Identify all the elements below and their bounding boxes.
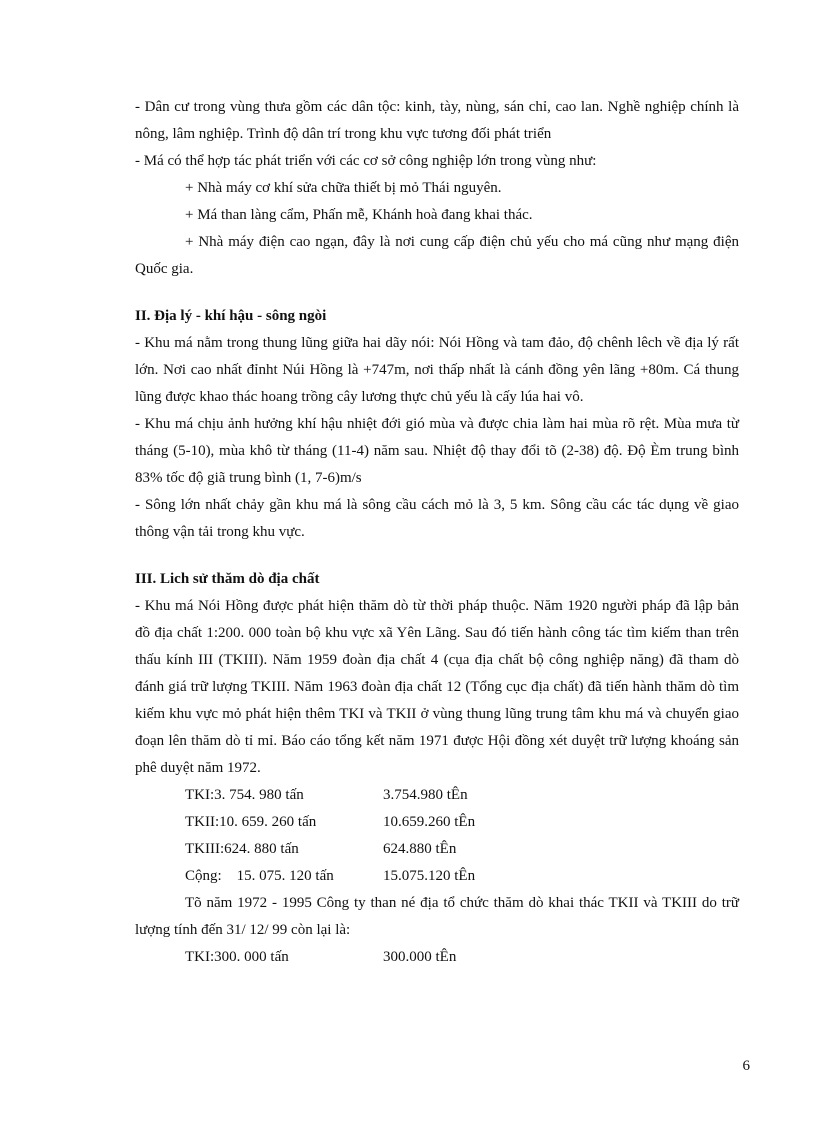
reserve-total-row — [135, 863, 739, 890]
reserve-label: Cộng: 15. 075. 120 tấn — [185, 868, 334, 884]
reserve-row — [135, 809, 739, 836]
remaining-label: TKI:300. 000 tấn — [185, 949, 289, 965]
list-item: + Má than làng cẩm, Phấn mễ, Khánh hoà đang khai thác. — [185, 207, 533, 223]
paragraph-geography: - Khu má nằm trong thung lũng giữa hai dãy nói: Nói Hồng và tam đảo, độ chênh lêch về địa lý rất lớn. Nơi cao nhất đỉnht Núi Hồng là +747m, nơi thấp nhất là cánh đồng yên lãng +80m. Cá thung lũng được khao thác hoang trồng cây lương thực chủ yếu là cấy lúa hai vô. — [135, 335, 739, 405]
paragraph-population: - Dân cư trong vùng thưa gồm các dân tộc: kinh, tày, nùng, sán chỉ, cao lan. Nghề nghiệp chính là nông, lâm nghiệp. Trình độ dân trí trong khu vực tương đối phát triển — [135, 99, 739, 142]
reserve-label: TKI:3. 754. 980 tấn — [185, 787, 304, 803]
remaining-row — [135, 944, 739, 971]
remaining-value: 300.000 tÊn — [383, 949, 457, 965]
paragraph-rivers: - Sông lớn nhất chảy gần khu má là sông cầu cách mỏ là 3, 5 km. Sông cầu các tác dụng về giao thông vận tải trong khu vực. — [135, 497, 739, 540]
paragraph-exploitation — [135, 890, 739, 944]
paragraph-climate: - Khu má chịu ảnh hưởng khí hậu nhiệt đới gió mùa và được chia làm hai mùa rõ rệt. Mùa mưa từ tháng (5-10), mùa khô từ tháng (11-4) năm sau. Nhiệt độ thay đổi tõ (2-38) độ. Độ Èm trung bình 83% tốc độ giã trung bình (1, 7-6)m/s — [135, 416, 739, 486]
reserve-value: 10.659.260 tÊn — [383, 814, 476, 830]
section-heading-history: III. Lich sử thăm dò địa chất — [135, 571, 320, 587]
list-item: + Nhà máy cơ khí sửa chữa thiết bị mỏ Thái nguyên. — [185, 180, 502, 196]
list-item — [135, 229, 739, 283]
reserve-row — [135, 836, 739, 863]
spacer — [135, 546, 739, 566]
paragraph-cooperation: - Má có thể hợp tác phát triển với các cơ sở công nghiệp lớn trong vùng như: — [135, 153, 597, 169]
paragraph-history: - Khu má Nói Hồng được phát hiện thăm dò từ thời pháp thuộc. Năm 1920 người pháp đã lập bản đồ địa chất 1:200. 000 toàn bộ khu vực xã Yên Lãng. Sau đó tiến hành công tác tìm kiếm than trên thấu kính III (TKIII). Năm 1959 đoàn địa chất 4 (cụa địa chất bộ công nghiệp năng) đã tham dò đánh giá trữ lượng TKIII. Năm 1963 đoàn địa chất 12 (Tổng cục địa chất) đã tiến hành thăm dò tìm kiếm khu vực mỏ phát hiện thêm TKI và TKII ở vùng thung lũng trung tâm khu má và chuyển giao đoạn lên thăm dò tỉ mỉ. Báo cáo tổng kết năm 1971 được Hội đồng xét duyệt trữ lượng khoáng sản phê duyệt năm 1972. — [135, 598, 739, 776]
reserve-label: TKII:10. 659. 260 tấn — [185, 814, 317, 830]
reserve-row — [135, 782, 739, 809]
page-number: 6 — [742, 1058, 750, 1074]
reserve-value: 624.880 tÊn — [383, 841, 457, 857]
reserve-value: 3.754.980 tÊn — [383, 787, 468, 803]
reserve-value: 15.075.120 tÊn — [383, 868, 476, 884]
page-content — [135, 94, 739, 971]
paragraph-exploitation-text: Tõ năm 1972 - 1995 Công ty than né địa tổ chức thăm dò khai thác TKII và TKIII do trữ lượng tính đến 31/ 12/ 99 còn lại là: — [135, 895, 739, 938]
section-heading-geography: II. Địa lý - khí hậu - sông ngòi — [135, 308, 327, 324]
list-item-text: + Nhà máy điện cao ngạn, đây là nơi cung cấp điện chủ yếu cho má cũng như mạng điện Quốc gia. — [135, 234, 739, 277]
spacer — [135, 283, 739, 303]
reserve-label: TKIII:624. 880 tấn — [185, 841, 299, 857]
